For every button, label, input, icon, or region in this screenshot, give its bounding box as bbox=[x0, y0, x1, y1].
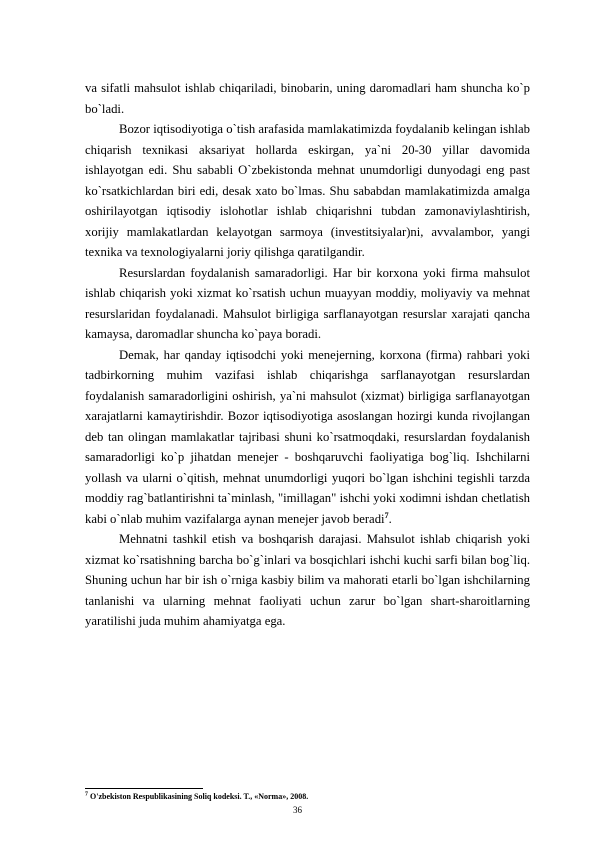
footnote-divider bbox=[85, 788, 203, 789]
paragraph-continuation: va sifatli mahsulot ishlab chiqariladi, binobarin, uning daromadlari ham shuncha ko`p bo`ladi. bbox=[85, 81, 530, 116]
paragraph-demak bbox=[85, 345, 530, 530]
paragraph-mehnatni-tashkil: Mehnatni tashkil etish va boshqarish darajasi. Mahsulot ishlab chiqarish yoki xizmat ko`rsatishning barcha bo`g`inlari va bosqichlari ishchi kuchi sarfi bilan bog`liq. Shuning uchun har bir ish o`rniga kasbiy bilim va mahorati etarli bo`lgan ishchilarning tanlanishi va ularning mehnat faoliyati uchun zarur bo`lgan shart-sharoitlarning yaratilishi juda muhim ahamiyatga ega. bbox=[85, 532, 530, 628]
paragraph-demak-text: Demak, har qanday iqtisodchi yoki menejerning, korxona (firma) rahbari yoki tadbirkorning muhim vazifasi ishlab chiqarishga sarflanayotgan resurslardan foydalanish samaradorligini oshirish, ya`ni mahsulot (xizmat) birligiga sarflanayotgan xarajatlarni kamaytirishdir. Bozor iqtisodiyotiga asoslangan hozirgi kunda rivojlangan deb tan olingan mamlakatlar tajribasi shuni ko`rsatmoqdaki, resurslardan foydalanish samaradorligi ko`p jihatdan menejer - boshqaruvchi faoliyatiga bog`liq. Ishchilarni yollash va ularni o`qitish, mehnat unumdorligi yuqori bo`lgan ishchini tegishli tarzda moddiy rag`batlantirishni ta`minlash, "imillagan" ishchi yoki xodimni ishdan chetlatish kabi o`nlab muhim vazifalarga aynan menejer javob beradi bbox=[85, 347, 530, 526]
footnote-marker: 7 bbox=[85, 791, 88, 798]
footnote-reference[interactable]: 7 bbox=[384, 510, 389, 520]
footnote bbox=[85, 792, 530, 802]
paragraph-resurslardan-foydalanish: Resurslardan foydalanish samaradorligi. Har bir korxona yoki firma mahsulot ishlab chiqarish yoki xizmat ko`rsatish uchun muayyan moddiy, moliyaviy va mehnat resurslaridan foydalanadi. Mahsulot birligiga sarflanayotgan resurslar xarajati qancha kamaysa, daromadlar shuncha ko`paya boradi. bbox=[85, 265, 530, 341]
document-body bbox=[85, 78, 530, 632]
footnote-text: O'zbekiston Respublikasining Soliq kodeksi. T., «Norma», 2008. bbox=[88, 792, 309, 801]
page-number: 36 bbox=[293, 805, 302, 815]
paragraph-demak-end: . bbox=[388, 511, 392, 526]
paragraph-bozor-iqtisodiyotiga: Bozor iqtisodiyotiga o`tish arafasida mamlakatimizda foydalanib kelingan ishlab chiqarish texnikasi aksariyat hollarda eskirgan, ya`ni 20-30 yillar davomida ishlayotgan edi. Shu sababli O`zbekistonda mehnat unumdorligi dunyodagi eng past ko`rsatkichlardan biri edi, desak xato bo`lmas. Shu sababdan mamlakatimizda amalga oshirilayotgan iqtisodiy islohotlar ishlab chiqarishni tubdan zamonaviylashtirish, xorijiy mamlakatlardan kelayotgan sarmoya (investitsiyalar)ni, avvalambor, yangi texnika va texnologiyalarni joriy qilishga qaratilgandir. bbox=[85, 122, 530, 259]
